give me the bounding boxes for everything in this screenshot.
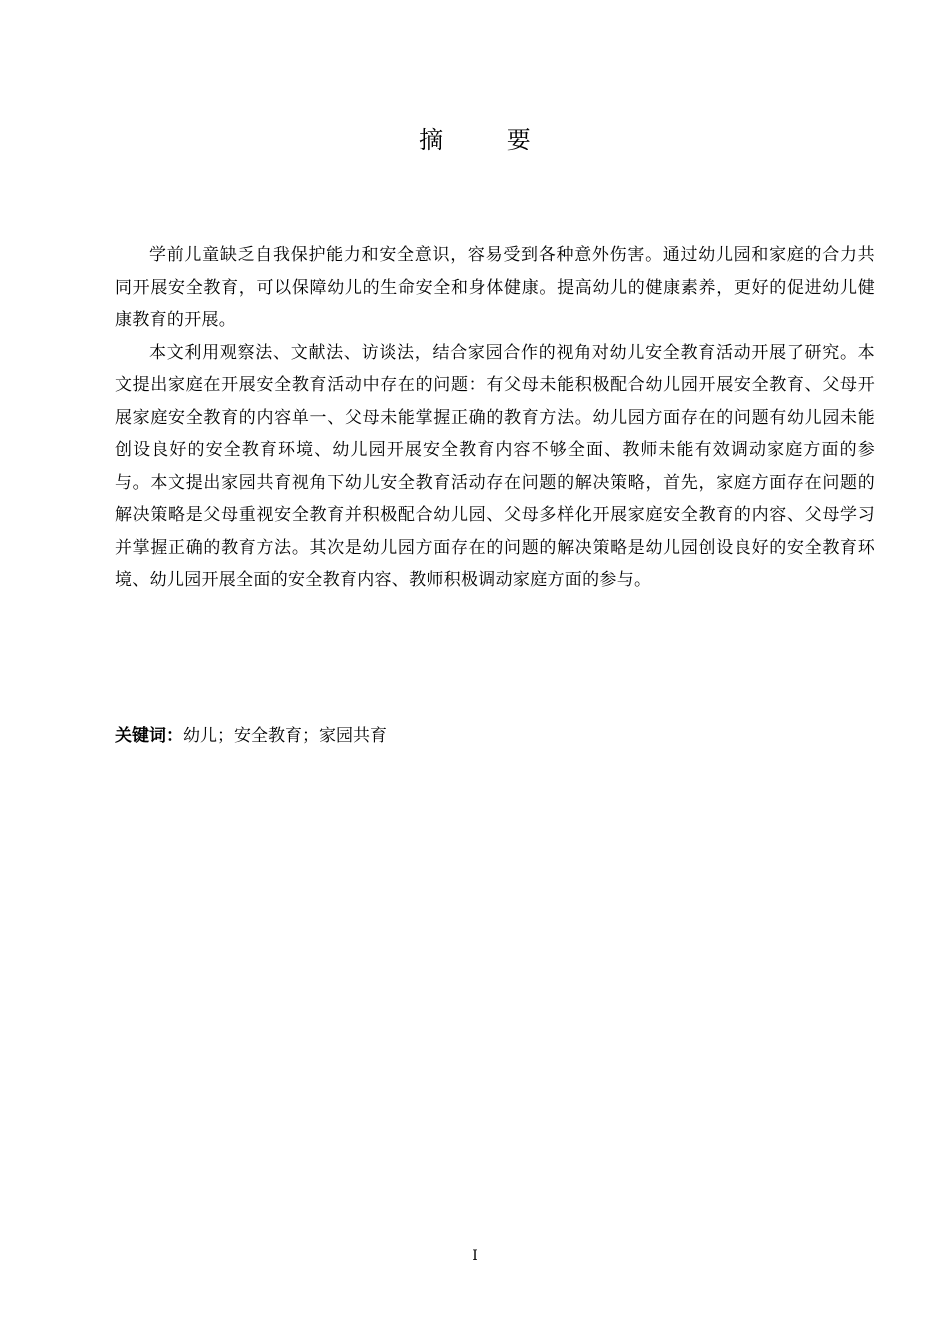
keywords-line (115, 720, 875, 752)
page-title: 摘 要 (419, 126, 559, 154)
abstract-paragraph-2: 本文利用观察法、文献法、访谈法，结合家园合作的视角对幼儿安全教育活动开展了研究。本文提出家庭在开展安全教育活动中存在的问题：有父母未能积极配合幼儿园开展安全教育、父母开展家庭安全教育的内容单一、父母未能掌握正确的教育方法。幼儿园方面存在的问题有幼儿园未能创设良好的安全教育环境、幼儿园开展安全教育内容不够全面、教师未能有效调动家庭方面的参与。本文提出家园共育视角下幼儿安全教育活动存在问题的解决策略，首先，家庭方面存在问题的解决策略是父母重视安全教育并积极配合幼儿园、父母多样化开展家庭安全教育的内容、父母学习并掌握正确的教育方法。其次是幼儿园方面存在的问题的解决策略是幼儿园创设良好的安全教育环境、幼儿园开展全面的安全教育内容、教师积极调动家庭方面的参与。 (115, 342, 875, 590)
keywords-label: 关键词： (115, 726, 183, 746)
abstract-body (115, 239, 875, 597)
page-number: I (472, 1248, 478, 1264)
keywords-value: 幼儿；安全教育；家园共育 (183, 726, 387, 746)
abstract-paragraph-1: 学前儿童缺乏自我保护能力和安全意识，容易受到各种意外伤害。通过幼儿园和家庭的合力共同开展安全教育，可以保障幼儿的生命安全和身体健康。提高幼儿的健康素养，更好的促进幼儿健康教育的开展。 (115, 245, 875, 330)
